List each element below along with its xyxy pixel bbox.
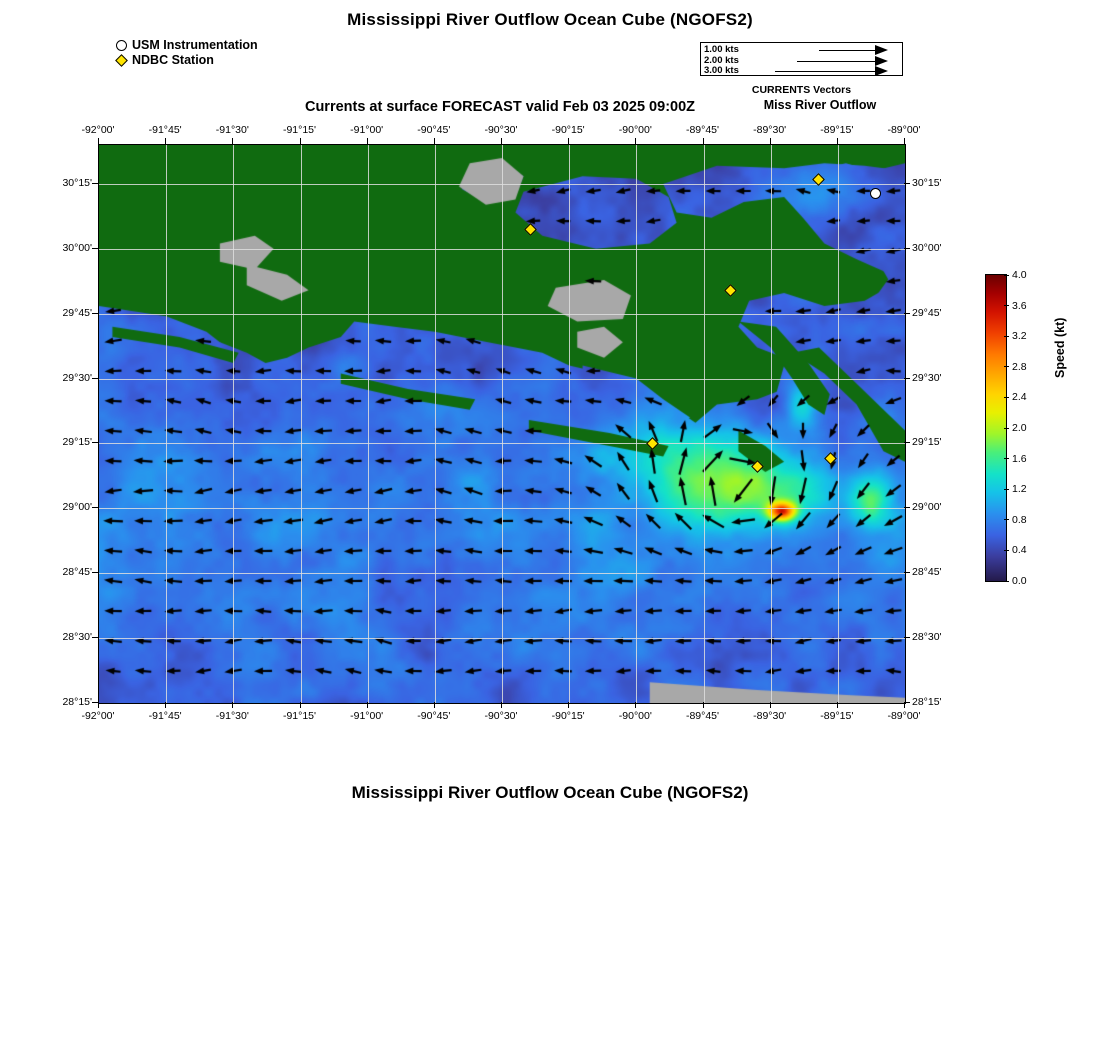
- lon-tick-label-top: -89°15': [820, 124, 854, 136]
- lon-tick-label-bottom: -89°45': [685, 710, 720, 722]
- lon-tick-label-top: -92°00': [81, 124, 115, 136]
- lon-tick-label-top: -90°30': [484, 124, 518, 136]
- diamond-yellow-icon[interactable]: [813, 174, 824, 185]
- lon-tick-label-top: -90°00': [618, 124, 652, 136]
- lat-tick-label-right: 29°30': [912, 371, 942, 384]
- lat-tick-label-right: 29°00': [912, 501, 942, 514]
- lat-tick-label-right: 29°45': [912, 306, 942, 319]
- lat-tick-label-right: 28°30': [912, 631, 942, 644]
- lat-tick-label-left: 28°45': [62, 566, 92, 579]
- diamond-yellow-icon[interactable]: [647, 438, 658, 449]
- lon-tick-label-top: -89°00': [887, 124, 921, 136]
- lon-tick-label-bottom: -92°00': [81, 710, 115, 722]
- colorbar-title: Speed (kt): [1053, 317, 1067, 378]
- lon-tick-label-bottom: -90°30': [484, 710, 518, 722]
- lat-tick-label-left: 29°00': [62, 501, 92, 514]
- legend-item-usm: [112, 38, 258, 52]
- lat-tick-label-right: 28°15': [912, 696, 942, 708]
- lon-tick-label-top: -89°30': [753, 124, 787, 136]
- lat-tick-label-left: 28°15': [62, 696, 92, 708]
- region-label: Miss River Outflow: [763, 98, 877, 112]
- lat-tick-label-right: 29°15': [912, 436, 942, 449]
- lat-tick-label-left: 29°15': [62, 436, 92, 449]
- page-title: Mississippi River Outflow Ocean Cube (NGOFS2): [347, 10, 753, 29]
- lat-tick-label-left: 29°45': [62, 306, 92, 319]
- diamond-yellow-icon: [112, 55, 130, 65]
- lon-tick-label-bottom: -91°00': [350, 710, 384, 722]
- diamond-yellow-icon[interactable]: [725, 286, 736, 297]
- vector-key-label-1: 1.00 kts: [704, 44, 739, 55]
- vector-scale-key: [700, 42, 903, 76]
- lat-tick-label-right: 30°00': [912, 241, 942, 254]
- vector-key-row-3: [701, 66, 902, 77]
- lat-tick-label-left: 29°30': [62, 371, 92, 384]
- lon-tick-label-top: -89°45': [685, 124, 720, 136]
- lat-tick-label-right: 28°45': [912, 566, 942, 579]
- legend-label-usm: USM Instrumentation: [132, 38, 258, 52]
- lon-tick-label-bottom: -90°00': [618, 710, 652, 722]
- lon-tick-label-bottom: -89°15': [820, 710, 854, 722]
- lon-tick-label-top: -90°45': [417, 124, 451, 136]
- lon-tick-label-bottom: -90°15': [551, 710, 585, 722]
- lon-tick-label-top: -91°45': [148, 124, 182, 136]
- vector-key-label-2: 2.00 kts: [704, 55, 739, 66]
- diamond-yellow-icon[interactable]: [753, 461, 764, 472]
- lat-tick-label-right: 30°15': [912, 176, 942, 189]
- legend-label-ndbc: NDBC Station: [132, 53, 214, 67]
- lon-tick-label-bottom: -89°30': [753, 710, 787, 722]
- map-subtitle: Currents at surface FORECAST valid Feb 03 2025 09:00Z: [304, 99, 696, 115]
- lon-tick-label-bottom: -89°00': [887, 710, 921, 722]
- legend-item-ndbc: [112, 53, 258, 67]
- lon-tick-label-bottom: -91°45': [148, 710, 182, 722]
- diamond-yellow-icon[interactable]: [825, 453, 836, 464]
- lon-tick-label-bottom: -90°45': [417, 710, 451, 722]
- colorbar-panel: 4.0 3.6 3.2 2.8 2.4 2.0 1.6 1.2 0.8 0.4 0.0 Speed (kt): [985, 274, 1085, 594]
- lon-tick-label-top: -91°30': [215, 124, 249, 136]
- vector-key-label-3: 3.00 kts: [704, 65, 739, 76]
- lon-tick-label-bottom: -91°15': [282, 710, 317, 722]
- lat-tick-label-left: 30°15': [62, 176, 92, 189]
- lon-tick-label-top: -91°00': [350, 124, 384, 136]
- lon-tick-label-top: -90°15': [551, 124, 585, 136]
- circle-white-icon: [112, 40, 130, 51]
- lat-tick-label-left: 28°30': [62, 631, 92, 644]
- lon-tick-label-top: -91°15': [282, 124, 317, 136]
- page-title-bottom: Mississippi River Outflow Ocean Cube (NGOFS2): [351, 783, 749, 802]
- vector-key-caption: CURRENTS Vectors: [751, 84, 852, 96]
- map-legend: [112, 38, 258, 68]
- lon-tick-label-bottom: -91°30': [215, 710, 249, 722]
- lat-tick-label-left: 30°00': [62, 241, 92, 254]
- map-panel[interactable]: [98, 144, 906, 704]
- diamond-yellow-icon[interactable]: [526, 224, 537, 235]
- circle-white-icon[interactable]: [870, 188, 881, 199]
